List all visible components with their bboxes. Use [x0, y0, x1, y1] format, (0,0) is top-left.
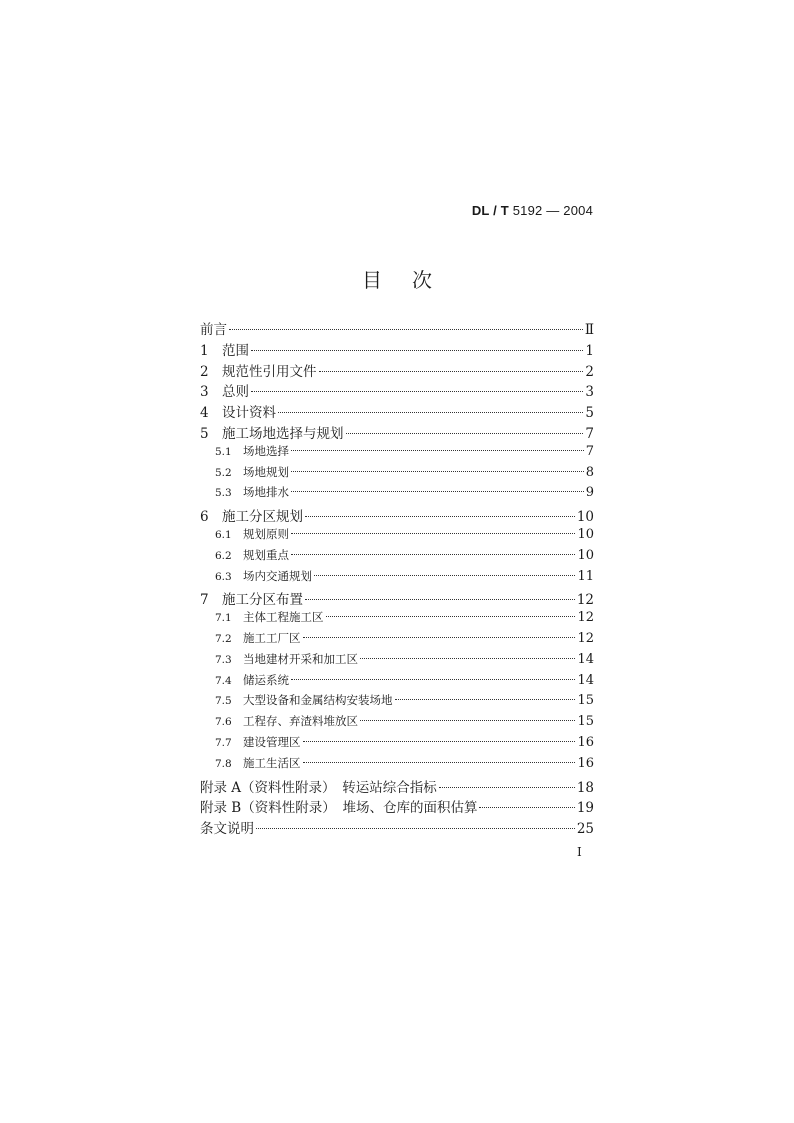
- toc-entry[interactable]: [200, 817, 594, 838]
- toc-entry[interactable]: [200, 651, 594, 672]
- toc-entry[interactable]: [200, 318, 594, 339]
- toc-entry[interactable]: [200, 360, 594, 381]
- toc-entry-number: 7.6: [215, 716, 232, 729]
- toc-entry-number: 6.1: [215, 528, 232, 541]
- toc-leader-dots: [319, 371, 584, 372]
- toc-entry-label: 施工分区布置: [222, 592, 303, 609]
- toc-entry[interactable]: [200, 796, 594, 817]
- toc-entry-page: 3: [585, 384, 594, 401]
- toc-entry-number: 3: [200, 384, 209, 401]
- toc-entry-number: 5: [200, 425, 209, 442]
- toc-entry-number: 2: [200, 363, 209, 380]
- toc-leader-dots: [303, 762, 576, 763]
- toc-entry-page: 15: [577, 714, 594, 730]
- toc-entry-label: 附录 A（资料性附录） 转运站综合指标: [200, 779, 437, 796]
- toc-entry-label: 主体工程施工区: [243, 610, 324, 625]
- toc-entry-page: 5: [585, 405, 594, 422]
- toc-leader-dots: [346, 433, 584, 434]
- toc-leader-dots: [229, 329, 583, 330]
- toc-entry-label: 储运系统: [243, 672, 289, 687]
- toc-entry-label: 场地选择: [243, 443, 289, 458]
- toc-entry-page: 10: [577, 547, 594, 563]
- toc-entry-number: 6.3: [215, 570, 232, 583]
- toc-entry-page: 12: [577, 630, 594, 646]
- toc-entry-label: 总则: [222, 384, 249, 401]
- toc-entry[interactable]: [200, 422, 594, 443]
- toc-entry-label: 当地建材开采和加工区: [243, 651, 358, 666]
- toc-entry-page: 10: [577, 526, 594, 542]
- toc-leader-dots: [256, 828, 575, 829]
- toc-entry-page: 7: [585, 443, 594, 459]
- table-of-contents: [200, 318, 594, 838]
- toc-entry-label: 范围: [222, 342, 249, 359]
- toc-entry[interactable]: [200, 588, 594, 609]
- toc-leader-dots: [251, 391, 583, 392]
- toc-entry-page: 18: [576, 779, 594, 796]
- toc-entry-label: 建设管理区: [243, 734, 301, 749]
- toc-leader-dots: [291, 679, 575, 680]
- toc-leader-dots: [251, 350, 583, 351]
- toc-leader-dots: [326, 616, 576, 617]
- toc-leader-dots: [291, 554, 575, 555]
- toc-entry-label: 规划重点: [243, 547, 289, 562]
- toc-entry-number: 5.2: [215, 466, 232, 479]
- toc-entry-page: 15: [577, 693, 594, 709]
- toc-entry[interactable]: [200, 464, 594, 485]
- toc-entry-page: 14: [577, 651, 594, 667]
- toc-entry[interactable]: [200, 339, 594, 360]
- toc-entry-number: 7.3: [215, 653, 232, 666]
- toc-entry[interactable]: [200, 692, 594, 713]
- toc-entry-label: 场地规划: [243, 464, 289, 479]
- toc-leader-dots: [360, 658, 575, 659]
- toc-leader-dots: [360, 720, 575, 721]
- toc-entry-page: 11: [577, 568, 594, 584]
- toc-entry-number: 7.5: [215, 695, 232, 708]
- page-title: 目次: [362, 268, 462, 292]
- toc-entry-number: 1: [200, 342, 209, 359]
- toc-leader-dots: [305, 599, 575, 600]
- toc-entry-label: 施工场地选择与规划: [222, 425, 344, 442]
- toc-leader-dots: [291, 533, 575, 534]
- toc-entry-page: 14: [577, 672, 594, 688]
- toc-entry-number: 7: [200, 592, 209, 609]
- toc-entry-label: 施工分区规划: [222, 509, 303, 526]
- toc-leader-dots: [291, 471, 584, 472]
- toc-entry[interactable]: [200, 484, 594, 505]
- toc-leader-dots: [439, 787, 575, 788]
- toc-entry-page: 12: [577, 610, 594, 626]
- toc-entry-number: 7.2: [215, 632, 232, 645]
- toc-entry-page: 10: [576, 509, 594, 526]
- standard-code: [472, 203, 593, 218]
- toc-leader-dots: [314, 575, 575, 576]
- toc-leader-dots: [291, 450, 584, 451]
- toc-entry[interactable]: [200, 547, 594, 568]
- toc-entry-label: 工程存、弃渣料堆放区: [243, 714, 358, 729]
- toc-entry-label: 场内交通规划: [243, 568, 312, 583]
- toc-leader-dots: [479, 807, 574, 808]
- toc-entry[interactable]: [200, 776, 594, 797]
- standard-number: 5192 — 2004: [512, 203, 593, 218]
- toc-entry[interactable]: [200, 672, 594, 693]
- toc-entry-number: 6: [200, 509, 209, 526]
- toc-entry-page: 7: [585, 425, 594, 442]
- toc-leader-dots: [395, 699, 576, 700]
- toc-leader-dots: [303, 741, 576, 742]
- toc-entry-page: 25: [576, 821, 594, 838]
- toc-entry[interactable]: [200, 380, 594, 401]
- toc-entry-label: 设计资料: [222, 405, 276, 422]
- toc-leader-dots: [305, 516, 575, 517]
- toc-entry-label: 前言: [200, 322, 227, 338]
- toc-entry[interactable]: [200, 755, 594, 776]
- toc-entry[interactable]: [200, 734, 594, 755]
- toc-entry-page: 9: [585, 485, 594, 501]
- toc-entry[interactable]: [200, 401, 594, 422]
- toc-entry[interactable]: [200, 568, 594, 589]
- toc-entry-label: 规划原则: [243, 526, 289, 541]
- toc-entry[interactable]: [200, 713, 594, 734]
- toc-entry-label: 场地排水: [243, 485, 289, 500]
- toc-entry-number: 4: [200, 405, 209, 422]
- toc-entry-page: 16: [577, 734, 594, 750]
- toc-entry[interactable]: [200, 609, 594, 630]
- toc-leader-dots: [291, 491, 584, 492]
- toc-entry-page: 2: [585, 363, 594, 380]
- toc-entry[interactable]: [200, 526, 594, 547]
- toc-entry-page: 19: [576, 800, 594, 817]
- toc-entry-number: 6.2: [215, 549, 232, 562]
- standard-prefix: DL / T: [471, 203, 509, 218]
- toc-entry[interactable]: [200, 630, 594, 651]
- toc-entry-number: 5.1: [215, 445, 232, 458]
- page-number: I: [577, 845, 582, 859]
- toc-entry-label: 规范性引用文件: [222, 363, 317, 380]
- toc-entry-page: 12: [576, 592, 594, 609]
- toc-entry-page: Ⅱ: [584, 322, 594, 338]
- toc-entry-page: 1: [585, 342, 594, 359]
- toc-entry-number: 5.3: [215, 487, 232, 500]
- toc-entry-label: 大型设备和金属结构安装场地: [243, 693, 393, 708]
- toc-entry-label: 附录 B（资料性附录） 堆场、仓库的面积估算: [200, 800, 478, 817]
- toc-entry-number: 7.7: [215, 736, 232, 749]
- toc-entry[interactable]: [200, 443, 594, 464]
- toc-entry-page: 8: [585, 464, 594, 480]
- toc-entry-number: 7.4: [215, 674, 232, 687]
- toc-entry[interactable]: [200, 505, 594, 526]
- toc-entry-label: 条文说明: [200, 821, 254, 838]
- toc-entry-label: 施工工厂区: [243, 630, 301, 645]
- toc-entry-number: 7.8: [215, 757, 232, 770]
- toc-entry-label: 施工生活区: [243, 755, 301, 770]
- toc-leader-dots: [278, 412, 583, 413]
- toc-entry-number: 7.1: [215, 612, 232, 625]
- toc-entry-page: 16: [577, 755, 594, 771]
- toc-leader-dots: [303, 637, 576, 638]
